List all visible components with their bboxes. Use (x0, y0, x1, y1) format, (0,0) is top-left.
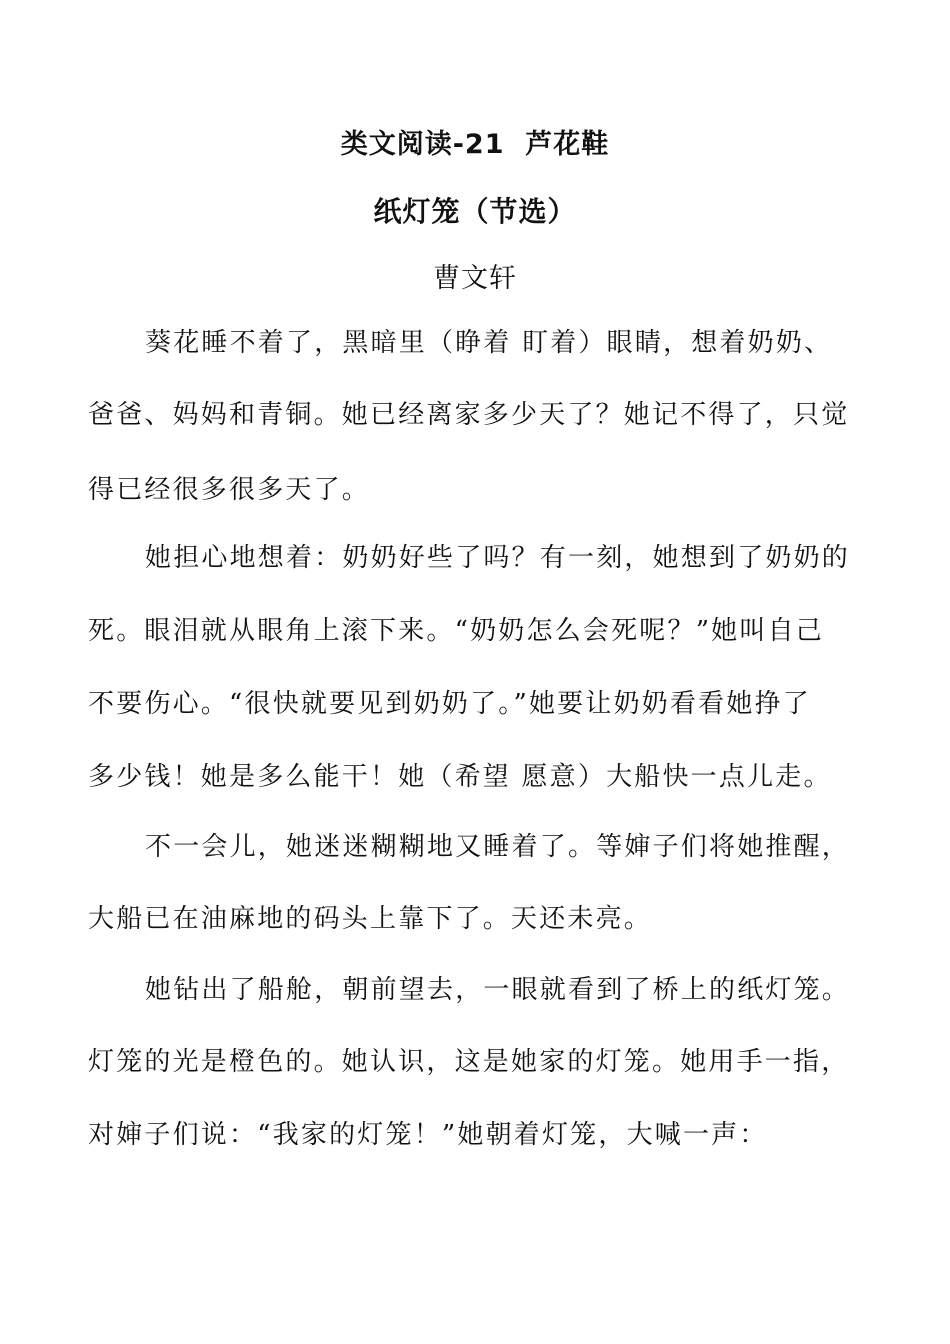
paragraph-2-line-1: 她担心地想着：奶奶好些了吗？有一刻，她想到了奶奶的 (145, 543, 851, 573)
document-title: 类文阅读-21 芦花鞋 (340, 129, 610, 160)
paragraph-1-line-1: 葵花睡不着了，黑暗里（睁着 盯着）眼睛，想着奶奶、 (145, 328, 833, 358)
paragraph-3-line-2: 大船已在油麻地的码头上靠下了。天还未亮。 (88, 904, 653, 934)
paragraph-2-line-2: 死。眼泪就从眼角上滚下来。“奶奶怎么会死呢？”她叫自己 (88, 616, 824, 646)
paragraph-4-line-2: 灯笼的光是橙色的。她认识，这是她家的灯笼。她用手一指， (88, 1047, 850, 1077)
story-title: 纸灯笼（节选） (373, 195, 577, 228)
paragraph-2-line-4: 多少钱！她是多么能干！她（希望 愿意）大船快一点儿走。 (88, 762, 832, 792)
paragraph-2-line-3: 不要伤心。“很快就要见到奶奶了。”她要让奶奶看看她挣了 (88, 689, 811, 719)
author-name: 曹文轩 (433, 263, 517, 294)
paragraph-3-line-1: 不一会儿，她迷迷糊糊地又睡着了。等婶子们将她推醒， (145, 832, 851, 862)
paragraph-4-line-3: 对婶子们说：“我家的灯笼！”她朝着灯笼，大喊一声： (88, 1120, 768, 1150)
paragraph-1-line-3: 得已经很多很多天了。 (88, 475, 371, 505)
paragraph-1-line-2: 爸爸、妈妈和青铜。她已经离家多少天了？她记不得了，只觉 (88, 400, 850, 430)
paragraph-4-line-1: 她钻出了船舱，朝前望去，一眼就看到了桥上的纸灯笼。 (145, 975, 851, 1005)
